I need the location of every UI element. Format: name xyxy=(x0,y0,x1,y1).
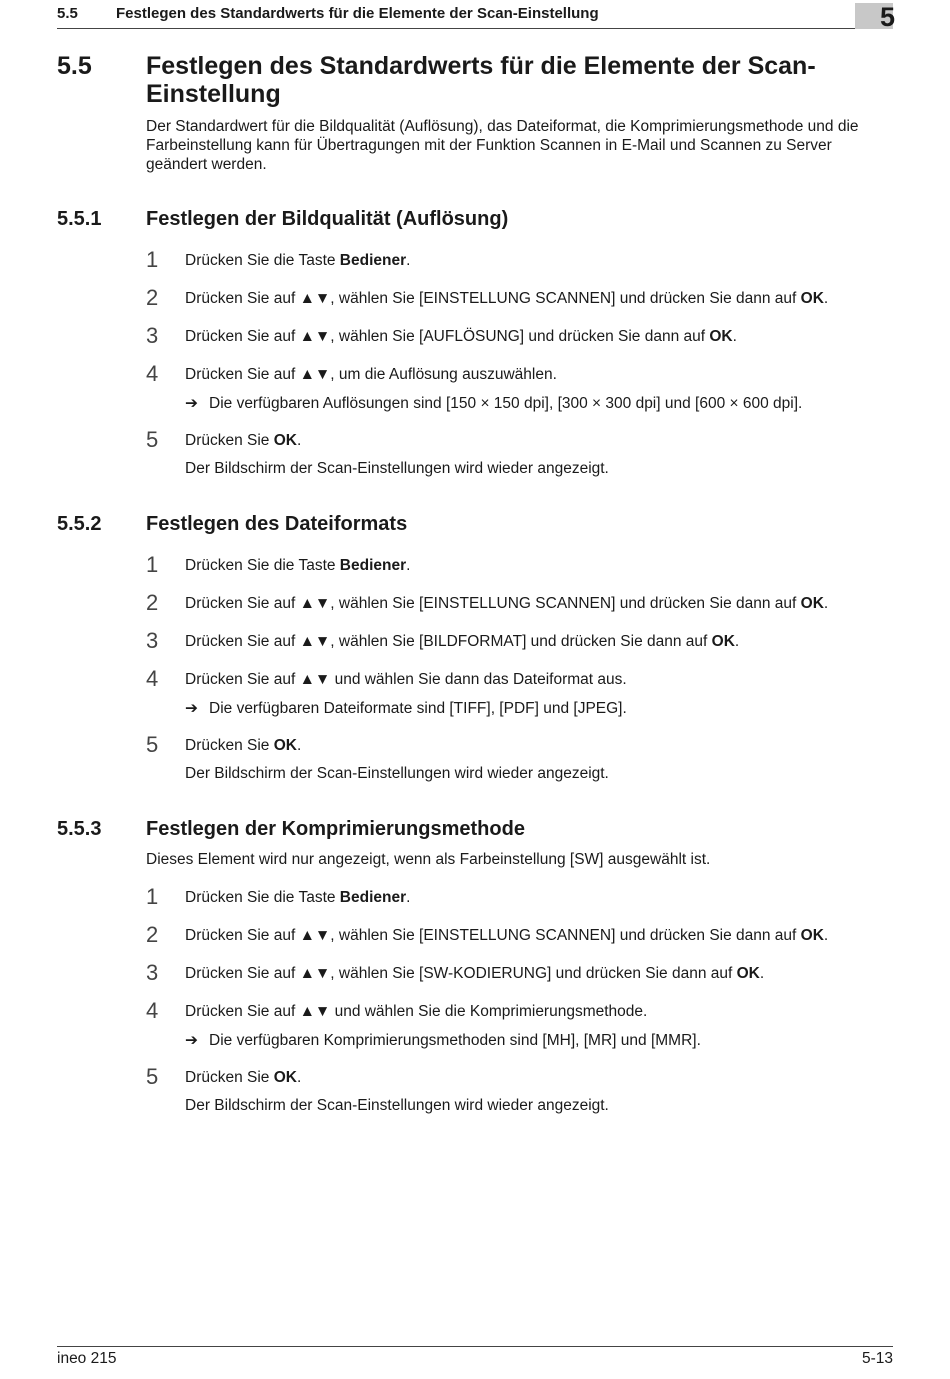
step-text: Drücken Sie die Taste Bediener. xyxy=(185,889,411,906)
header-section-title: Festlegen des Standardwerts für die Elemente der Scan-Einstellung xyxy=(116,5,599,22)
step-number: 5 xyxy=(146,427,159,452)
step-text: Drücken Sie OK. xyxy=(185,1069,302,1086)
footer-page-number: 5-13 xyxy=(861,1350,893,1367)
note: ➔ Die verfügbaren Auflösungen sind [150 × 150 dpi], [300 × 300 dpi] und [600 × 600 dpi]. xyxy=(185,395,803,412)
subsection-number: 5.5.1 xyxy=(57,208,102,230)
step-number: 2 xyxy=(146,285,159,310)
step-text: Drücken Sie OK. xyxy=(185,737,302,754)
step-text: Drücken Sie auf ▲▼, wählen Sie [EINSTELLUNG SCANNEN] und drücken Sie dann auf OK. xyxy=(185,595,829,612)
footer-product: ineo 215 xyxy=(57,1350,117,1367)
subsection-number: 5.5.2 xyxy=(57,513,102,535)
step-number: 2 xyxy=(146,590,159,615)
header-rule xyxy=(57,28,893,29)
step-text: Drücken Sie auf ▲▼, wählen Sie [AUFLÖSUNG] und drücken Sie dann auf OK. xyxy=(185,328,737,345)
step-number: 4 xyxy=(146,998,159,1023)
step-text: Drücken Sie auf ▲▼ und wählen Sie die Komprimierungsmethode. xyxy=(185,1003,648,1020)
arrow-right-icon: ➔ xyxy=(185,1032,198,1049)
section-title: Festlegen des Standardwerts für die Elemente der Scan-Einstellung xyxy=(146,52,816,108)
note: ➔ Die verfügbaren Komprimierungsmethoden sind [MH], [MR] und [MMR]. xyxy=(185,1032,701,1049)
arrow-right-icon: ➔ xyxy=(185,395,198,412)
step-text: Drücken Sie auf ▲▼, wählen Sie [BILDFORMAT] und drücken Sie dann auf OK. xyxy=(185,633,740,650)
subsection-intro: Dieses Element wird nur angezeigt, wenn als Farbeinstellung [SW] ausgewählt ist. xyxy=(146,851,711,868)
step-number: 5 xyxy=(146,732,159,757)
section-intro: Der Standardwert für die Bildqualität (Auflösung), das Dateiformat, die Komprimierungsmethode und die Farbeinstellung kann für Übertragungen mit der Funktion Scannen in E-Mail und Scannen zu Server geändert werden. xyxy=(146,118,859,173)
step-result: Der Bildschirm der Scan-Einstellungen wird wieder angezeigt. xyxy=(185,1097,609,1114)
step-text: Drücken Sie auf ▲▼, wählen Sie [EINSTELLUNG SCANNEN] und drücken Sie dann auf OK. xyxy=(185,290,829,307)
arrow-right-icon: ➔ xyxy=(185,700,198,717)
step-text: Drücken Sie auf ▲▼ und wählen Sie dann das Dateiformat aus. xyxy=(185,671,627,688)
section-number: 5.5 xyxy=(57,52,92,80)
step-text: Drücken Sie auf ▲▼, um die Auflösung auszuwählen. xyxy=(185,366,557,383)
step-result: Der Bildschirm der Scan-Einstellungen wird wieder angezeigt. xyxy=(185,460,609,477)
step-number: 3 xyxy=(146,960,159,985)
step-text: Drücken Sie auf ▲▼, wählen Sie [SW-KODIERUNG] und drücken Sie dann auf OK. xyxy=(185,965,765,982)
running-header xyxy=(57,0,893,30)
footer-rule xyxy=(57,1346,893,1347)
step-text: Drücken Sie auf ▲▼, wählen Sie [EINSTELLUNG SCANNEN] und drücken Sie dann auf OK. xyxy=(185,927,829,944)
step-number: 1 xyxy=(146,247,159,272)
subsection-title: Festlegen der Bildqualität (Auflösung) xyxy=(146,208,509,230)
step-number: 5 xyxy=(146,1064,159,1089)
step-text: Drücken Sie die Taste Bediener. xyxy=(185,252,411,269)
chapter-number: 5 xyxy=(879,2,895,32)
step-number: 3 xyxy=(146,628,159,653)
step-number: 4 xyxy=(146,666,159,691)
step-number: 1 xyxy=(146,884,159,909)
step-number: 4 xyxy=(146,361,159,386)
subsection-number: 5.5.3 xyxy=(57,818,102,840)
step-result: Der Bildschirm der Scan-Einstellungen wird wieder angezeigt. xyxy=(185,765,609,782)
step-number: 2 xyxy=(146,922,159,947)
step-text: Drücken Sie die Taste Bediener. xyxy=(185,557,411,574)
note: ➔ Die verfügbaren Dateiformate sind [TIFF], [PDF] und [JPEG]. xyxy=(185,700,627,717)
step-text: Drücken Sie OK. xyxy=(185,432,302,449)
subsection-title: Festlegen der Komprimierungsmethode xyxy=(146,818,525,840)
subsection-title: Festlegen des Dateiformats xyxy=(146,513,408,535)
header-section-number: 5.5 xyxy=(57,5,78,22)
step-number: 1 xyxy=(146,552,159,577)
step-number: 3 xyxy=(146,323,159,348)
